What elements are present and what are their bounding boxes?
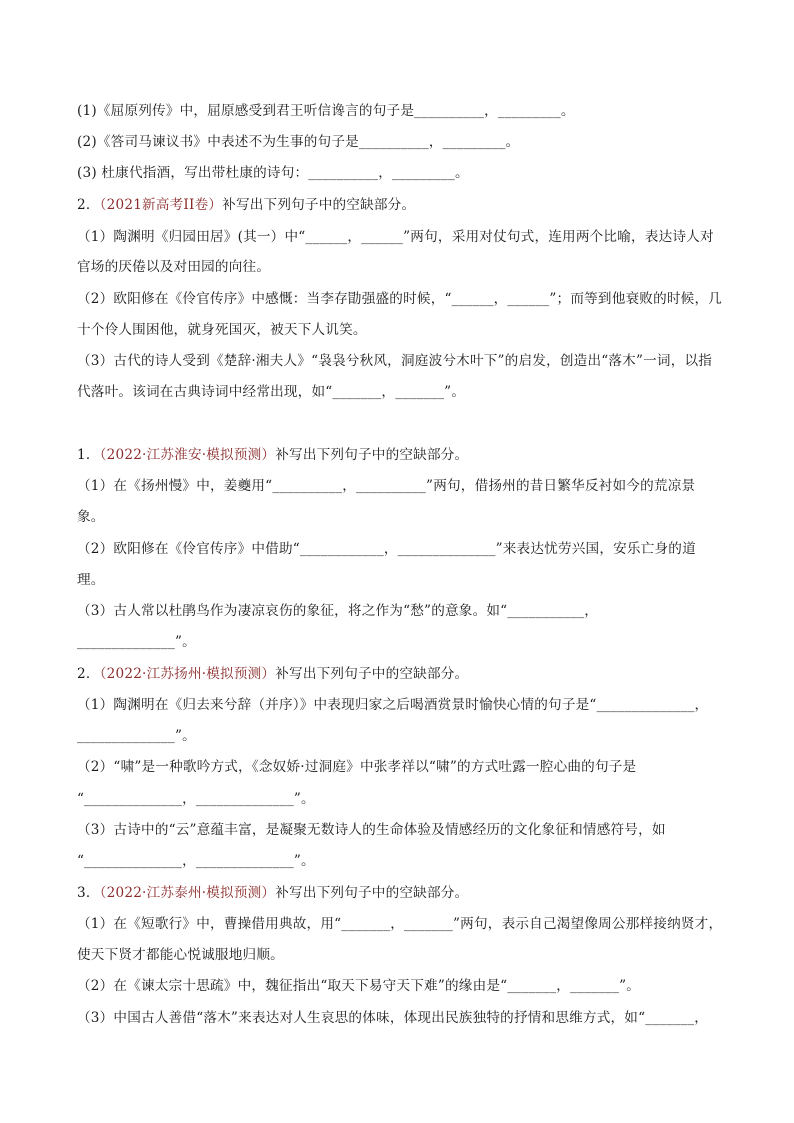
line-huaian-2b: 理。 [77, 572, 105, 588]
question-heading-huaian: 1．（2022·江苏淮安·模拟预测）补写出下列句子中的空缺部分。 [77, 447, 469, 463]
line-taizhou-1a: （1）在《短歌行》中，曹操借用典故，用“_______，_______”两句，表示自己渴望像周公那样接纳贤才， [77, 916, 723, 932]
line-q1-3: (3) 杜康代指酒，写出带杜康的诗句：__________，_________。 [77, 165, 469, 181]
line-huaian-1b: 象。 [77, 509, 105, 525]
line-huaian-3b: ______________”。 [77, 634, 196, 650]
source-label: （2021新高考II卷） [99, 197, 223, 213]
line-2021-1a: （1）陶渊明《归园田居》(其一）中“______，______”两句，采用对仗句式，连用两个比喻，表达诗人对 [77, 229, 714, 245]
line-yangzhou-3b: “______________，______________”。 [77, 853, 315, 869]
line-yangzhou-2a: （2）“啸”是一种歌吟方式，《念奴娇·过洞庭》中张孝祥以“啸”的方式吐露一腔心曲的句子是 [77, 759, 637, 775]
line-yangzhou-1a: （1）陶渊明在《归去来兮辞（并序）》中表现归家之后喝酒赏景时愉快心情的句子是“______________， [77, 697, 709, 713]
line-yangzhou-2b: “______________，______________”。 [77, 791, 315, 807]
line-taizhou-2: （2）在《谏太宗十思疏》中，魏征指出“取天下易守天下难”的缘由是“_______，_______”。 [77, 978, 641, 994]
source-label: （2022·江苏泰州·模拟预测） [99, 885, 276, 901]
source-label: （2022·江苏扬州·模拟预测） [99, 666, 276, 682]
line-yangzhou-1b: ______________”。 [77, 728, 196, 744]
line-2021-3a: （3）古代的诗人受到《楚辞·湘夫人》“袅袅兮秋风，洞庭波兮木叶下”的启发，创造出“落木”一词，以指 [77, 353, 713, 369]
line-taizhou-1b: 使天下贤才都能心悦诚服地归顺。 [77, 947, 284, 963]
line-2021-1b: 官场的厌倦以及对田园的向往。 [77, 259, 271, 275]
line-yangzhou-3a: （3）古诗中的“云”意蕴丰富，是凝聚无数诗人的生命体验及情感经历的文化象征和情感符号，如 [77, 822, 666, 838]
line-taizhou-3a: （3）中国古人善借“落木”来表达对人生哀思的体味，体现出民族独特的抒情和思维方式，如“_______， [77, 1010, 709, 1026]
question-heading-taizhou: 3．（2022·江苏泰州·模拟预测）补写出下列句子中的空缺部分。 [77, 885, 469, 901]
line-q1-2: (2)《答司马谏议书》中表述不为生事的句子是__________，_________。 [77, 134, 520, 150]
line-huaian-1a: （1）在《扬州慢》中，姜夔用“__________，__________”两句，借扬州的昔日繁华反衬如今的荒凉景 [77, 478, 696, 494]
line-2021-3b: 代落叶。该词在古典诗词中经常出现，如“_______，_______”。 [77, 384, 466, 400]
line-huaian-3a: （3）古人常以杜鹃鸟作为凄凉哀伤的象征，将之作为“愁”的意象。如“___________， [77, 603, 599, 619]
line-2021-2a: （2）欧阳修在《伶官传序》中感慨：当李存勖强盛的时候，“______，______”；而等到他衰败的时候，几 [77, 291, 723, 307]
question-heading-2021: 2．（2021新高考II卷）补写出下列句子中的空缺部分。 [77, 197, 416, 213]
line-huaian-2a: （2）欧阳修在《伶官传序》中借助“____________，______________”来表达忧劳兴国，安乐亡身的道 [77, 541, 696, 557]
source-label: （2022·江苏淮安·模拟预测） [99, 447, 276, 463]
line-2021-2b: 十个伶人围困他，就身死国灭，被天下人讥笑。 [77, 322, 367, 338]
question-heading-yangzhou: 2．（2022·江苏扬州·模拟预测）补写出下列句子中的空缺部分。 [77, 666, 469, 682]
line-q1-1: (1)《屈原列传》中，屈原感受到君王听信谗言的句子是__________，_________。 [77, 103, 575, 119]
